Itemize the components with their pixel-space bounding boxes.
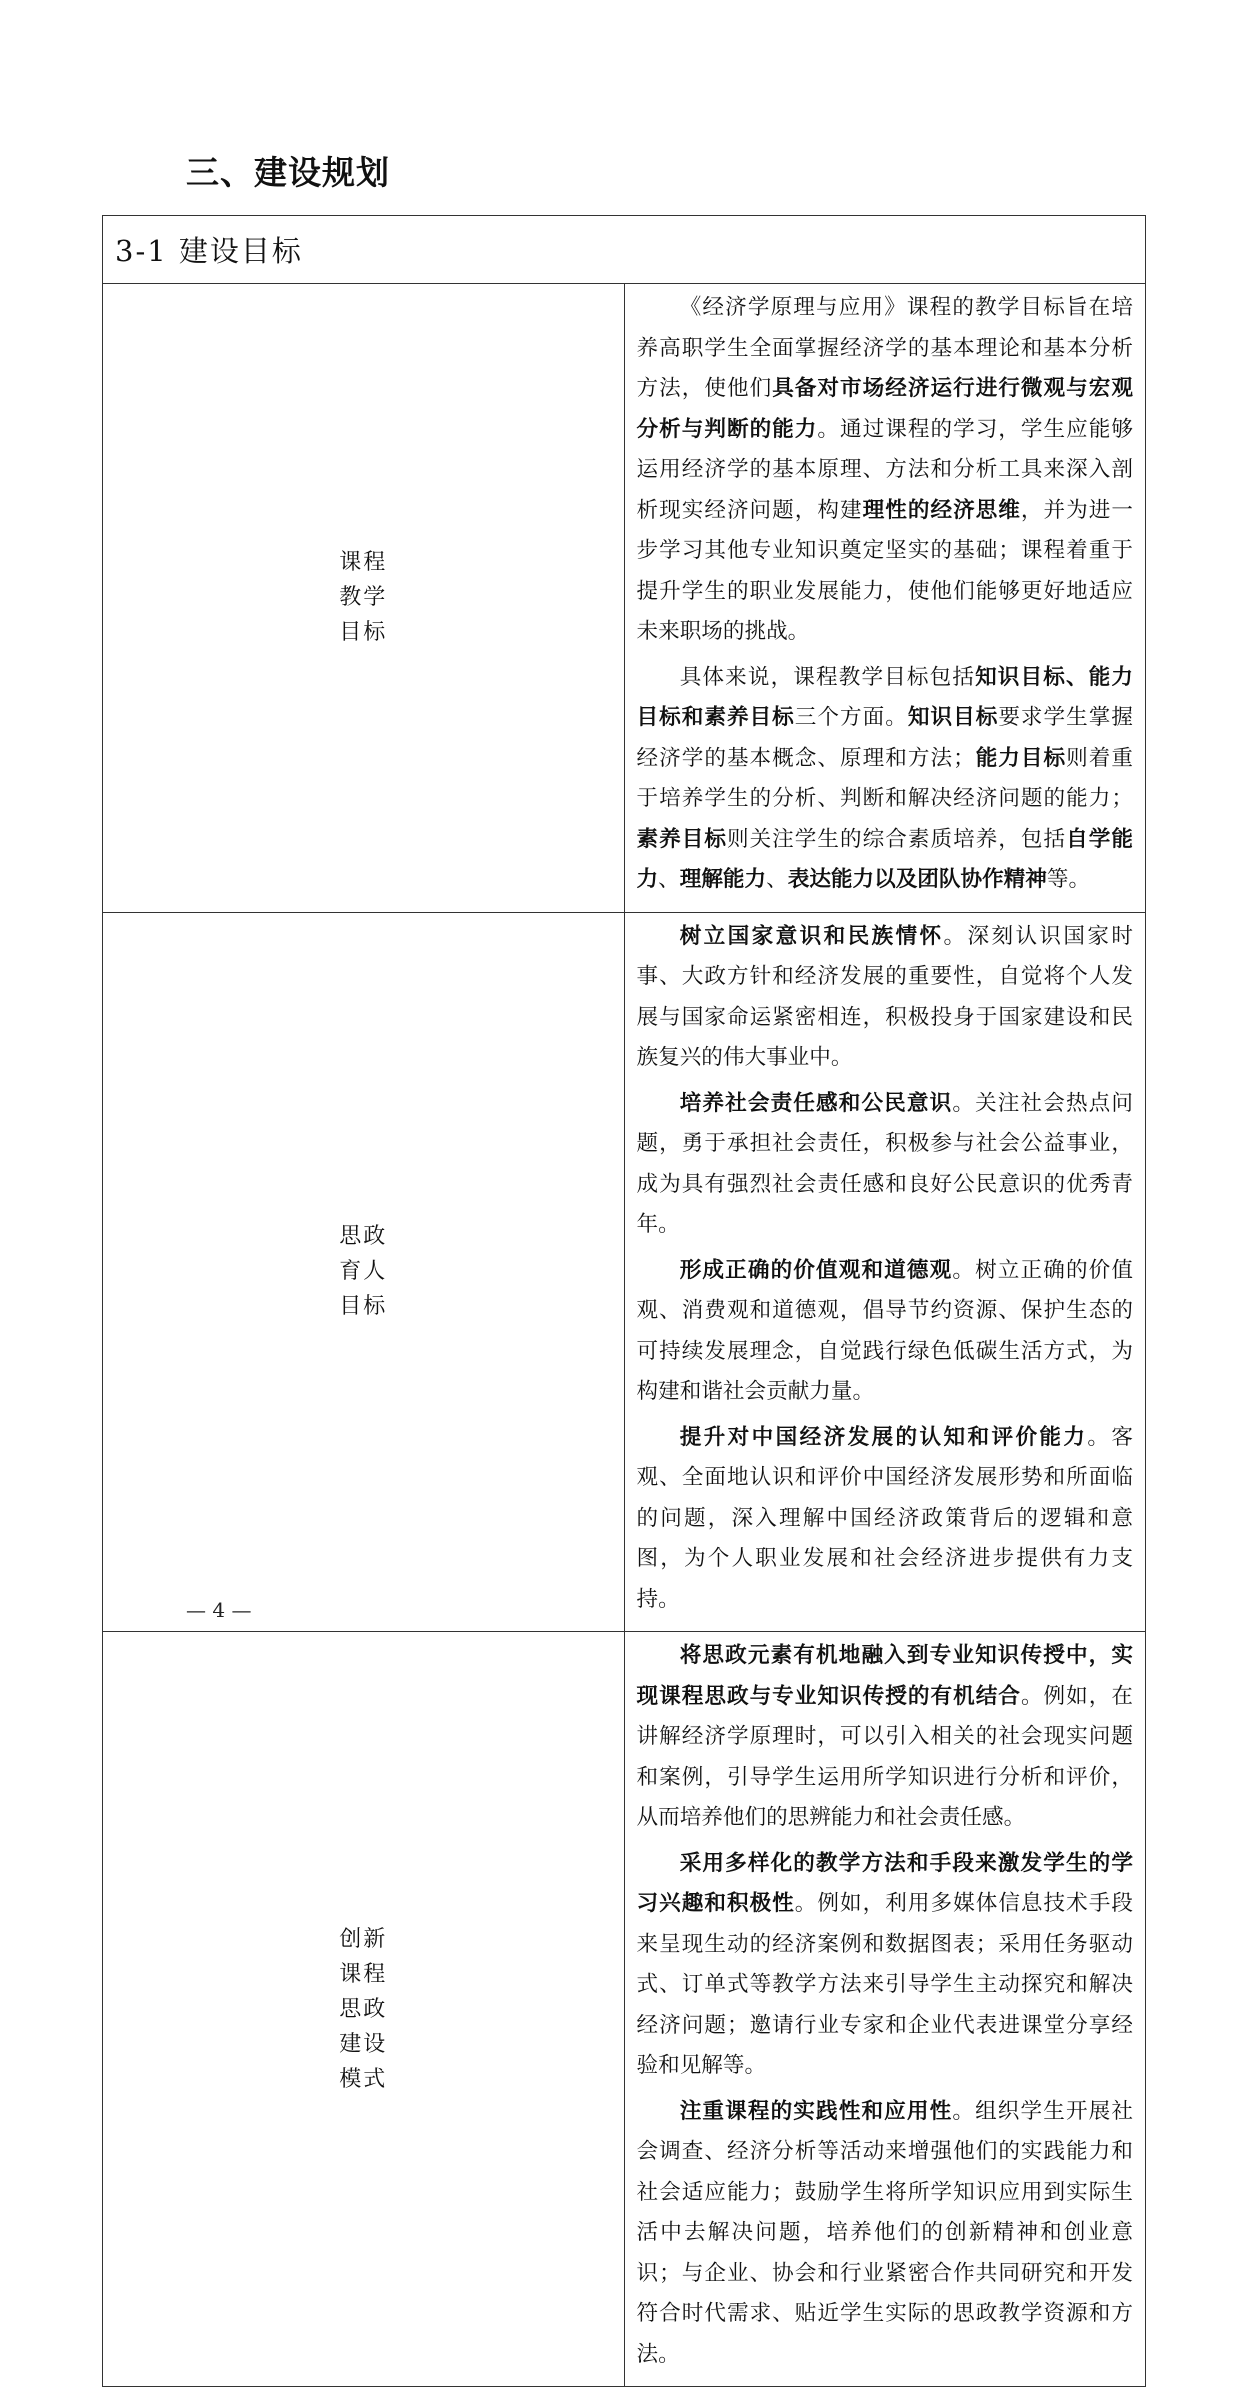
content-paragraph <box>637 288 1134 653</box>
body-text: 。客观、全面地认识和评价中国经济发展形势和所面临的问题，深入理解中国经济政策背后的逻辑和意图，为个人职业发展和社会经济进步提供有力支持。 <box>636 1424 1133 1612</box>
body-text: 。树立正确的价值观、消费观和道德观，倡导节约资源、保护生态的可持续发展理念，自觉践行绿色低碳生活方式，为构建和谐社会贡献力量。 <box>636 1257 1133 1404</box>
table-title-row <box>103 216 1146 284</box>
emphasis-text: 具备对市场经济运行进行微观与宏观分析与判断的能力 <box>636 376 1133 442</box>
body-text: 要求学生掌握经济学的基本概念、原理和方法； <box>636 705 1133 771</box>
body-text: 。例如，利用多媒体信息技术手段来呈现生动的经济案例和数据图表；采用任务驱动式、订单式等教学方法来引导学生主动探究和解决经济问题；邀请行业专家和企业代表进课堂分享经验和见解等。 <box>636 1891 1133 2078</box>
body-text: 。关注社会热点问题，勇于承担社会责任，积极参与社会公益事业，成为具有强烈社会责任感和良好公民意识的优秀青年。 <box>636 1090 1133 1237</box>
row-label-cell <box>103 284 625 913</box>
row-label-cell <box>103 1632 625 2387</box>
body-text: 《经济学原理与应用》课程的教学目标旨在培养高职学生全面掌握经济学的基本理论和基本分析方法，使他们 <box>636 295 1133 401</box>
emphasis-text: 理解能力 <box>679 867 767 892</box>
content-paragraph <box>637 1844 1134 2087</box>
row-content-cell <box>624 1632 1146 2387</box>
body-text: 。通过课程的学习，学生应能够运用经济学的基本原理、方法和分析工具来深入剖析现实经济问题，构建 <box>636 416 1133 523</box>
emphasis-text: 知识目标、能力目标和素养目标 <box>636 664 1133 730</box>
table-row <box>103 1632 1146 2387</box>
body-text: ，并为进一步学习其他专业知识奠定坚实的基础；课程着重于提升学生的职业发展能力，使他们能够更好地适应未来职场的挑战。 <box>636 497 1133 644</box>
body-text: 具体来说，课程教学目标包括 <box>679 664 976 690</box>
emphasis-text: 采用多样化的教学方法和手段来激发学生的学习兴趣和积极性 <box>636 1850 1133 1916</box>
row-label-cell <box>103 912 625 1632</box>
emphasis-text: 形成正确的价值观和道德观 <box>679 1257 953 1283</box>
body-text: 、 <box>766 867 788 892</box>
emphasis-text: 注重课程的实践性和应用性 <box>679 2098 953 2124</box>
emphasis-text: 树立国家意识和民族情怀 <box>679 923 944 949</box>
emphasis-text: 将思政元素有机地融入到专业知识传授中，实现课程思政与专业知识传授的有机结合 <box>636 1643 1133 1709</box>
content-paragraph <box>637 1636 1134 1839</box>
emphasis-text: 培养社会责任感和公民意识 <box>679 1090 953 1116</box>
content-paragraph <box>637 1084 1134 1246</box>
table-row <box>103 284 1146 913</box>
row-label: 课程教学目标 <box>339 550 388 646</box>
body-text: 。组织学生开展社会调查、经济分析等活动来增强他们的实践能力和社会适应能力；鼓励学生将所学知识应用到实际生活中去解决问题，培养他们的创新精神和创业意识；与企业、协会和行业紧密合作共同研究和开发符合时代需求、贴近学生实际的思政教学资源和方法。 <box>636 2098 1133 2367</box>
emphasis-text: 知识目标 <box>907 705 999 730</box>
section-heading: 三、建设规划 <box>186 153 390 192</box>
body-text: 。例如，在讲解经济学原理时，可以引入相关的社会现实问题和案例，引导学生运用所学知识进行分析和评价，从而培养他们的思辨能力和社会责任感。 <box>636 1683 1133 1830</box>
row-label: 思政育人目标 <box>339 1224 388 1320</box>
body-text: 、 <box>658 867 680 892</box>
emphasis-text: 理性的经济思维 <box>862 497 1021 523</box>
content-paragraph <box>637 658 1134 901</box>
body-text: 三个方面。 <box>794 705 908 730</box>
row-content-cell <box>624 284 1146 913</box>
emphasis-text: 提升对中国经济发展的认知和评价能力 <box>679 1424 1088 1450</box>
emphasis-text: 素养目标 <box>636 826 727 852</box>
content-paragraph <box>637 1251 1134 1413</box>
construction-plan-table <box>102 215 1146 2387</box>
content-paragraph <box>637 1418 1134 1621</box>
body-text: 则关注学生的综合素质培养，包括 <box>726 826 1067 852</box>
emphasis-text: 自学能力 <box>636 826 1133 892</box>
row-content-cell <box>624 912 1146 1632</box>
emphasis-text: 表达能力以及团队协作精神 <box>787 867 1047 892</box>
page-number: — 4 — <box>186 1598 252 1622</box>
content-paragraph <box>637 2092 1134 2376</box>
body-text: 等。 <box>1046 867 1091 892</box>
body-text: 则着重于培养学生的分析、判断和解决经济问题的能力； <box>636 745 1133 811</box>
row-label: 创新课程思政建设模式 <box>339 1926 388 2092</box>
body-text: 。深刻认识国家时事、大政方针和经济发展的重要性，自觉将个人发展与国家命运紧密相连，积极投身于国家建设和民族复兴的伟大事业中。 <box>636 923 1133 1070</box>
content-paragraph <box>637 917 1134 1079</box>
table-title: 3-1 建设目标 <box>103 216 1146 284</box>
table-row <box>103 912 1146 1632</box>
emphasis-text: 能力目标 <box>974 745 1067 771</box>
